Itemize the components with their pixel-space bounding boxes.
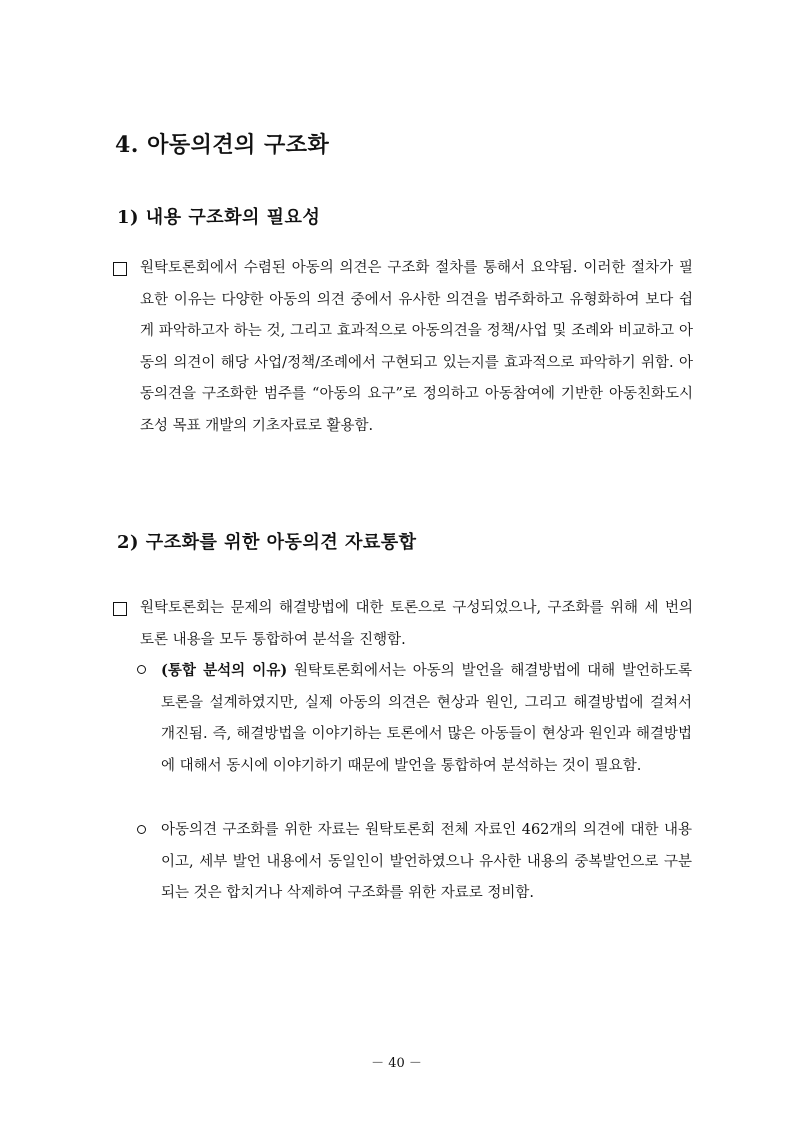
paragraph-2-text: 원탁토론회는 문제의 해결방법에 대한 토론으로 구성되었으나, 구조화를 위해 세 번의 토론 내용을 모두 통합하여 분석을 진행함.: [140, 600, 693, 648]
paragraph-1: [113, 253, 693, 442]
bullet-body: 원탁토론회에서는 아동의 발언을 해결방법에 대해 발언하도록 토론을 설계하였지만, 실제 아동의 의견은 현상과 원인, 그리고 해결방법에 걸쳐서 개진됨. 즉, 해결방법을 이야기하는 토론에서 많은 아동들이 현상과 원인과 해결방법에 대해서 동시에 이야기하기 때문에 발언을 통합하여 분석하는 것이 필요함.: [161, 663, 692, 774]
bullet-item-text: [137, 815, 692, 910]
paragraph-2: [113, 593, 693, 656]
bullet-item: [137, 815, 692, 910]
checkbox-square-icon: [113, 602, 127, 616]
bullet-item-text: [137, 655, 692, 782]
circle-bullet-icon: [137, 665, 146, 674]
subsection-heading-1: 1) 내용 구조화의 필요성: [117, 207, 321, 228]
bullet-label: (통합 분석의 이유): [161, 662, 288, 679]
subsection-heading-2: 2) 구조화를 위한 아동의견 자료통합: [117, 532, 417, 553]
page-number: － 40 －: [371, 1056, 422, 1071]
checkbox-square-icon: [113, 262, 127, 276]
section-title: 4. 아동의견의 구조화: [115, 132, 330, 158]
bullet-item: [137, 655, 692, 782]
circle-bullet-icon: [137, 825, 146, 834]
paragraph-1-text: 원탁토론회에서 수렴된 아동의 의견은 구조화 절차를 통해서 요약됨. 이러한 절차가 필요한 이유는 다양한 아동의 의견 중에서 유사한 의견을 범주화하고 유형화하여 보다 쉽게 파악하고자 하는 것, 그리고 효과적으로 아동의견을 정책/사업 및 조례와 비교하고 아동의 의견이 해당 사업/정책/조례에서 구현되고 있는지를 효과적으로 파악하기 위함. 아동의견을 구조화한 범주를 “아동의 요구”로 정의하고 아동참여에 기반한 아동친화도시 조성 목표 개발의 기초자료로 활용함.: [140, 260, 693, 434]
bullet-body: 아동의견 구조화를 위한 자료는 원탁토론회 전체 자료인 462개의 의견에 대한 내용이고, 세부 발언 내용에서 동일인이 발언하였으나 유사한 내용의 중복발언으로 구분되는 것은 합치거나 삭제하여 구조화를 위한 자료로 정비함.: [161, 822, 692, 901]
